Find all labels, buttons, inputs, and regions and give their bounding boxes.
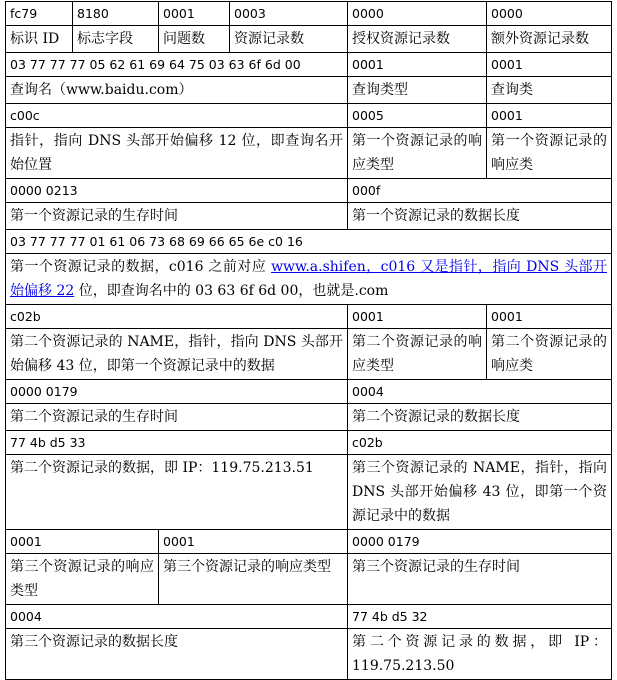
label-cell: 第二个资源记录的数据，即 IP：119.75.213.51 xyxy=(6,455,348,530)
table-row xyxy=(6,530,612,554)
label-cell: 第三个资源记录的数据长度 xyxy=(6,629,348,680)
dns-response-table xyxy=(5,1,612,680)
hex-cell: 0001 xyxy=(6,530,159,554)
table-row xyxy=(6,305,612,329)
table-row xyxy=(6,53,612,77)
hex-cell: 0001 xyxy=(159,530,348,554)
table-row xyxy=(6,605,612,629)
hex-cell: 0001 xyxy=(159,2,230,26)
hex-cell: c00c xyxy=(6,104,348,128)
label-cell: 标识 ID xyxy=(6,26,73,53)
table-row xyxy=(6,203,612,230)
label-cell: 查询名（www.baidu.com） xyxy=(6,77,348,104)
table-row xyxy=(6,104,612,128)
label-cell: 第二个资源记录的数据，即 IP：119.75.213.50 xyxy=(348,629,612,680)
label-cell: 第三个资源记录的响应类型 xyxy=(6,554,159,605)
table-row xyxy=(6,404,612,431)
hex-cell: 0000 xyxy=(487,2,612,26)
hex-cell: 77 4b d5 33 xyxy=(6,431,348,455)
hex-cell: 0000 xyxy=(348,2,487,26)
table-row xyxy=(6,179,612,203)
label-cell: 第一个资源记录的生存时间 xyxy=(6,203,348,230)
table-row xyxy=(6,26,612,53)
hex-cell: fc79 xyxy=(6,2,73,26)
hex-cell: 8180 xyxy=(73,2,159,26)
label-cell: 第三个资源记录的 NAME，指针，指向 DNS 头部开始偏移 43 位，即第一个资源记录中的数据 xyxy=(348,455,612,530)
hex-cell: 03 77 77 77 05 62 61 69 64 75 03 63 6f 6d 00 xyxy=(6,53,348,77)
description-text: 位，即查询名中的 03 63 6f 6d 00，也就是.com xyxy=(74,283,389,299)
hex-cell: 0000 0213 xyxy=(6,179,348,203)
table-row xyxy=(6,455,612,530)
hyperlink-text[interactable]: www.a.shifen，c016 又是指针，指向 DNS 头部开始偏移 22 xyxy=(10,259,607,299)
table-row xyxy=(6,554,612,605)
table-row xyxy=(6,77,612,104)
hex-cell: 0000 0179 xyxy=(6,380,348,404)
table-row xyxy=(6,629,612,680)
label-cell: 第二个资源记录的响应类型 xyxy=(348,329,487,380)
table-row xyxy=(6,128,612,179)
table-row xyxy=(6,431,612,455)
label-cell: 额外资源记录数 xyxy=(487,26,612,53)
label-cell: 第二个资源记录的响应类 xyxy=(487,329,612,380)
description-text: 第一个资源记录的数据，c016 之前对应 xyxy=(10,259,272,275)
label-cell: 资源记录数 xyxy=(230,26,348,53)
label-cell: 第二个资源记录的数据长度 xyxy=(348,404,612,431)
label-cell: 标志字段 xyxy=(73,26,159,53)
hex-cell: 0001 xyxy=(487,53,612,77)
table-row xyxy=(6,254,612,305)
hex-cell: 0000 0179 xyxy=(348,530,612,554)
hex-cell: 0005 xyxy=(348,104,487,128)
label-cell: 第三个资源记录的响应类型 xyxy=(159,554,348,605)
table-row xyxy=(6,380,612,404)
hex-cell: 000f xyxy=(348,179,612,203)
hex-cell: 0001 xyxy=(487,305,612,329)
hex-cell: 0001 xyxy=(348,53,487,77)
label-cell: 第一个资源记录的数据长度 xyxy=(348,203,612,230)
label-cell xyxy=(6,254,612,305)
label-cell: 第二个资源记录的 NAME，指针，指向 DNS 头部开始偏移 43 位，即第一个资源记录中的数据 xyxy=(6,329,348,380)
label-cell: 授权资源记录数 xyxy=(348,26,487,53)
hex-cell: 77 4b d5 32 xyxy=(348,605,612,629)
label-cell: 第一个资源记录的响应类 xyxy=(487,128,612,179)
label-cell: 第一个资源记录的响应类型 xyxy=(348,128,487,179)
table-row xyxy=(6,2,612,26)
hex-cell: c02b xyxy=(6,305,348,329)
hex-cell: 0003 xyxy=(230,2,348,26)
label-cell: 查询类 xyxy=(487,77,612,104)
hex-cell: 0004 xyxy=(348,380,612,404)
label-cell: 问题数 xyxy=(159,26,230,53)
hex-cell: 0004 xyxy=(6,605,348,629)
hex-cell: 0001 xyxy=(348,305,487,329)
hex-cell: 0001 xyxy=(487,104,612,128)
label-cell: 第二个资源记录的生存时间 xyxy=(6,404,348,431)
table-row xyxy=(6,329,612,380)
hex-cell: 03 77 77 77 01 61 06 73 68 69 66 65 6e c0 16 xyxy=(6,230,612,254)
hex-cell: c02b xyxy=(348,431,612,455)
label-cell: 查询类型 xyxy=(348,77,487,104)
label-cell: 第三个资源记录的生存时间 xyxy=(348,554,612,605)
table-row xyxy=(6,230,612,254)
label-cell: 指针，指向 DNS 头部开始偏移 12 位，即查询名开始位置 xyxy=(6,128,348,179)
